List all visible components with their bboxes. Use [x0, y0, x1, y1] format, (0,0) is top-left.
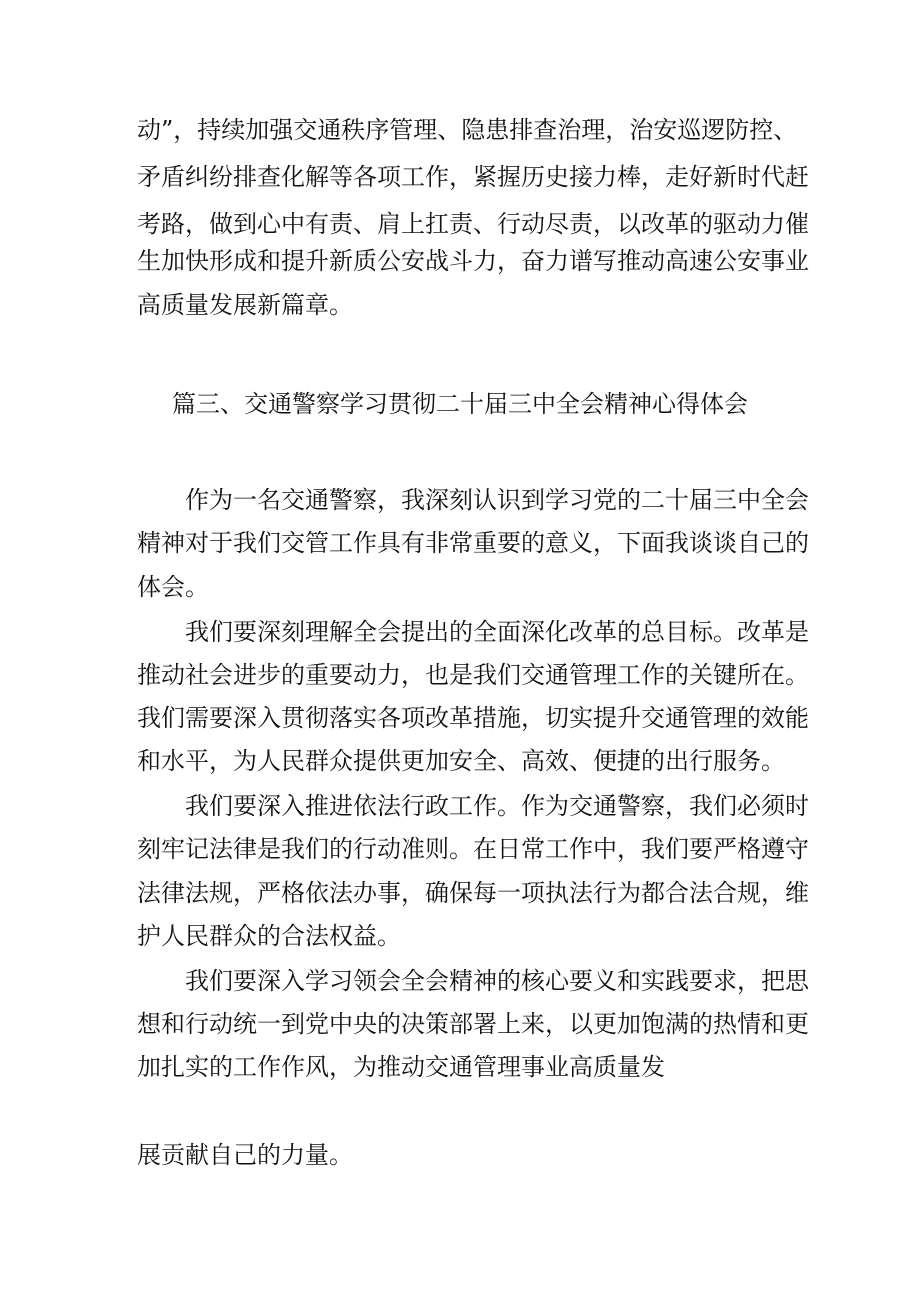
para4-line-4: 护人民群众的合法权益。 [137, 922, 401, 950]
para1-line-4: 生加快形成和提升新质公安战斗力，奋力谱写推动高速公安事业 [137, 247, 809, 275]
para4-line-2: 刻牢记法律是我们的行动准则。在日常工作中，我们要严格遵守 [137, 835, 809, 863]
para2-line-1: 作为一名交通警察，我深刻认识到学习党的二十届三中全会 [185, 486, 809, 514]
para5-line-3: 加扎实的工作作风，为推动交通管理事业高质量发 [137, 1053, 665, 1081]
para5-line-1: 我们要深入学习领会全会精神的核心要义和实践要求，把思 [185, 967, 809, 995]
para4-line-3: 法律法规，严格依法办事，确保每一项执法行为都合法合规，维 [137, 879, 809, 907]
para3-line-1: 我们要深刻理解全会提出的全面深化改革的总目标。改革是 [185, 618, 809, 646]
para1-line-3: 考路，做到心中有责、肩上扛责、行动尽责，以改革的驱动力催 [137, 210, 809, 238]
para5-line-4: 展贡献自己的力量。 [137, 1141, 353, 1169]
para3-line-4: 和水平，为人民群众提供更加安全、高效、便捷的出行服务。 [137, 747, 785, 775]
para1-line-5: 高质量发展新篇章。 [137, 291, 353, 319]
para3-line-3: 我们需要深入贯彻落实各项改革措施，切实提升交通管理的效能 [137, 704, 809, 732]
para1-line-1: 动”，持续加强交通秩序管理、隐患排查治理，治安巡逻防控、 [137, 116, 798, 144]
para3-line-2: 推动社会进步的重要动力，也是我们交通管理工作的关键所在。 [137, 661, 809, 689]
section-heading: 篇三、交通警察学习贯彻二十届三中全会精神心得体会 [172, 390, 748, 418]
para5-line-2: 想和行动统一到党中央的决策部署上来，以更加饱满的热情和更 [137, 1010, 809, 1038]
para2-line-2: 精神对于我们交管工作具有非常重要的意义，下面我谈谈自己的 [137, 529, 809, 557]
para1-line-2: 矛盾纠纷排查化解等各项工作，紧握历史接力棒，走好新时代赶 [137, 163, 809, 191]
para2-line-3: 体会。 [137, 573, 209, 601]
para4-line-1: 我们要深入推进依法行政工作。作为交通警察，我们必须时 [185, 792, 809, 820]
